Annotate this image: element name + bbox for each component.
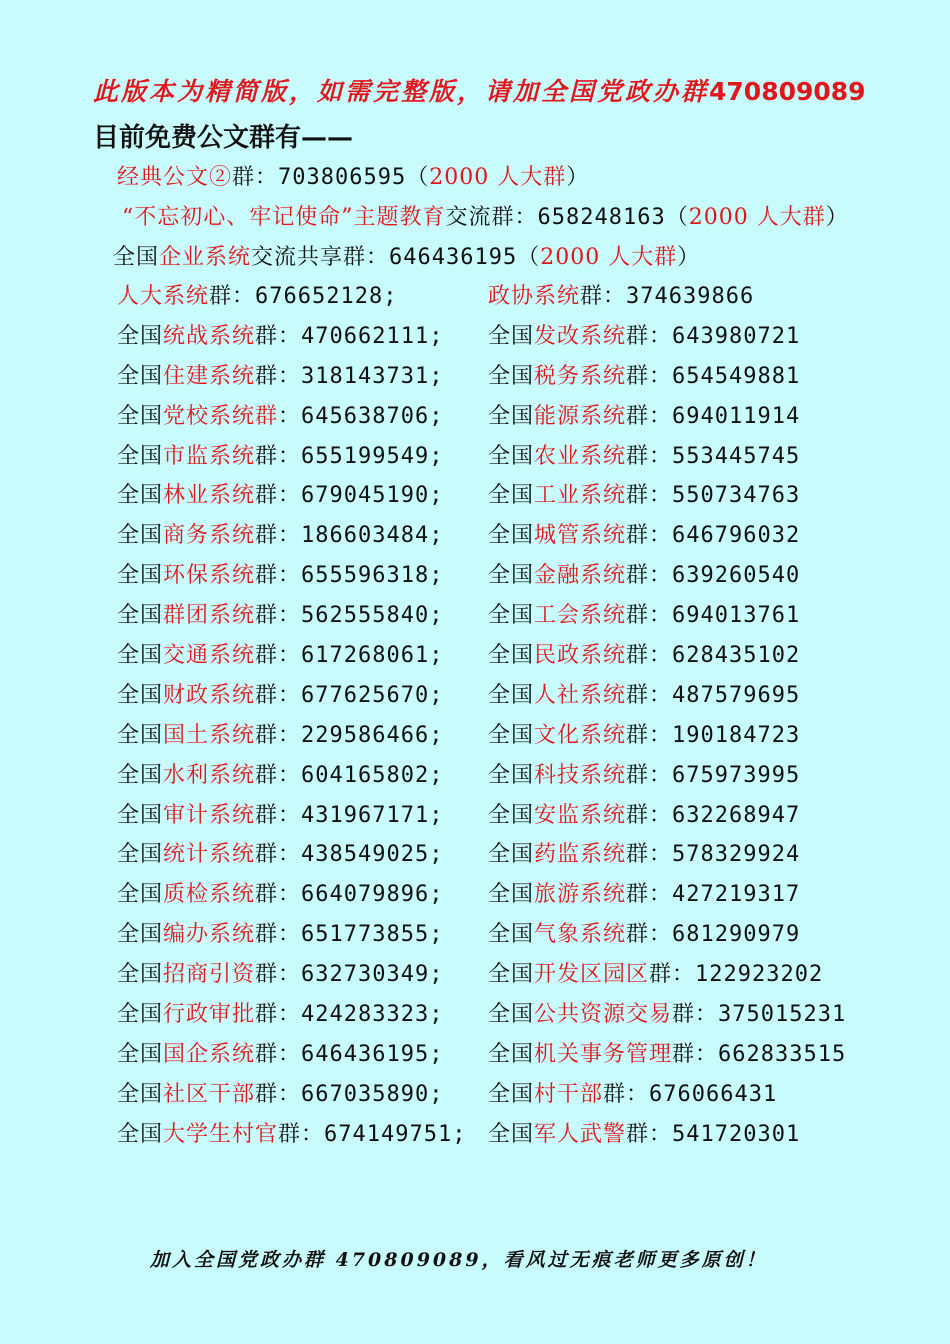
group-entry [117, 758, 444, 789]
group-prefix: 全国 [488, 323, 535, 349]
group-row [117, 518, 877, 558]
group-suffix: ： [278, 403, 302, 429]
group-suffix: 群： [255, 563, 302, 589]
group-name: 金融系统 [534, 563, 627, 589]
group-name: 社区干部 [163, 1081, 256, 1107]
featured-suffix: 交流共享群： [251, 245, 390, 270]
group-code: 122923202 [695, 962, 824, 988]
group-code: 655199549; [301, 443, 444, 469]
group-name: 科技系统 [534, 762, 627, 788]
group-name: 水利系统 [163, 762, 256, 788]
group-suffix: 群： [626, 682, 673, 708]
group-prefix: 全国 [117, 403, 164, 429]
featured-code: 646436195 [389, 245, 518, 270]
group-entry [488, 837, 800, 868]
group-entry [117, 558, 444, 589]
group-prefix: 全国 [117, 922, 164, 948]
group-code: 427219317 [672, 882, 801, 908]
group-code: 667035890; [301, 1081, 444, 1107]
group-code: 676066431 [649, 1081, 778, 1107]
group-row [117, 1117, 877, 1157]
group-code: 186603484; [301, 523, 444, 549]
group-suffix: 群： [626, 882, 673, 908]
group-name: 军人武警 [534, 1121, 627, 1147]
group-name: 税务系统 [534, 363, 627, 389]
group-prefix: 全国 [117, 1081, 164, 1107]
group-code: 431967171; [301, 802, 444, 828]
group-code: 617268061; [301, 643, 444, 669]
group-code: 639260540 [672, 563, 801, 589]
group-entry [488, 798, 800, 829]
featured-name: 经典公文② [117, 165, 233, 190]
featured-line-2 [122, 200, 849, 231]
group-name: 村干部 [534, 1081, 604, 1107]
group-name: 安监系统 [534, 802, 627, 828]
group-code: 438549025; [301, 842, 444, 868]
group-prefix: 全国 [117, 682, 164, 708]
group-name: 审计系统 [163, 802, 256, 828]
group-prefix: 全国 [117, 363, 164, 389]
group-prefix: 全国 [488, 643, 535, 669]
group-row [117, 1037, 877, 1077]
group-suffix: 群： [580, 284, 627, 309]
paren-close: ） [677, 245, 701, 270]
group-suffix: 群： [626, 762, 673, 788]
group-name: 环保系统 [163, 563, 256, 589]
group-row [117, 718, 877, 758]
group-name: 商务系统 [163, 523, 256, 549]
group-name: 气象系统 [534, 922, 627, 948]
group-code: 632730349; [301, 962, 444, 988]
group-entry [117, 877, 444, 908]
group-entry [488, 598, 800, 629]
group-suffix: 群： [672, 1041, 719, 1067]
group-prefix: 全国 [488, 363, 535, 389]
headline-number: 470809089 [709, 77, 866, 106]
group-prefix: 全国 [488, 762, 535, 788]
group-prefix: 全国 [117, 1121, 164, 1147]
group-suffix: 群： [255, 922, 302, 948]
group-suffix: 群： [626, 403, 673, 429]
group-suffix: 群： [278, 1121, 325, 1147]
group-prefix: 全国 [488, 962, 535, 988]
group-name: 行政审批 [163, 1002, 256, 1028]
group-prefix: 全国 [117, 643, 164, 669]
group-suffix: 群： [626, 1121, 673, 1147]
group-entry [117, 718, 444, 749]
group-suffix: 群： [626, 483, 673, 509]
group-code: 604165802; [301, 762, 444, 788]
group-code: 645638706; [301, 403, 444, 429]
group-name: 公共资源交易 [534, 1002, 673, 1028]
group-entry [117, 957, 444, 988]
group-code: 694011914 [672, 403, 801, 429]
group-code: 541720301 [672, 1121, 801, 1147]
footer-note: 加入全国党政办群 470809089，看风过无痕老师更多原创！ [150, 1249, 768, 1271]
group-name: 编办系统 [163, 922, 256, 948]
group-row [117, 837, 877, 877]
group-suffix: 群： [255, 722, 302, 748]
group-entry [117, 1077, 444, 1108]
group-suffix: 群： [255, 842, 302, 868]
group-entry [488, 1037, 846, 1068]
featured-code: 658248163 [537, 205, 666, 230]
group-prefix: 全国 [488, 563, 535, 589]
group-prefix: 全国 [488, 922, 535, 948]
group-suffix: 群： [626, 523, 673, 549]
group-prefix: 全国 [117, 563, 164, 589]
group-code: 675973995 [672, 762, 801, 788]
group-suffix: 群： [626, 563, 673, 589]
featured-name: 企业系统 [159, 245, 252, 270]
group-entry [117, 319, 444, 350]
group-prefix: 全国 [117, 1041, 164, 1067]
group-row [117, 678, 877, 718]
group-code: 681290979 [672, 922, 801, 948]
group-code: 646796032 [672, 523, 801, 549]
group-name: 质检系统 [163, 882, 256, 908]
group-prefix: 全国 [488, 842, 535, 868]
group-suffix: 群： [255, 323, 302, 349]
group-code: 655596318; [301, 563, 444, 589]
group-prefix: 全国 [488, 1041, 535, 1067]
group-code: 470662111; [301, 323, 444, 349]
group-code: 374639866 [626, 284, 755, 309]
headline-text: 此版本为精简版，如需完整版，请加全国党政办群 [93, 77, 710, 106]
group-entry [117, 837, 444, 868]
group-name: 药监系统 [534, 842, 627, 868]
group-prefix: 全国 [488, 882, 535, 908]
group-prefix: 全国 [488, 682, 535, 708]
group-code: 424283323; [301, 1002, 444, 1028]
group-row [117, 957, 877, 997]
group-prefix: 全国 [117, 842, 164, 868]
featured-note: 2000 人大群 [429, 165, 567, 190]
group-row [117, 598, 877, 638]
group-suffix: 群： [255, 1041, 302, 1067]
group-code: 550734763 [672, 483, 801, 509]
featured-line-1 [117, 160, 589, 191]
group-entry [488, 439, 800, 470]
group-entry [488, 1077, 777, 1108]
group-suffix: 群： [626, 643, 673, 669]
group-entry [117, 1117, 467, 1148]
group-name: 能源系统 [534, 403, 627, 429]
group-entry [488, 877, 800, 908]
group-name: 财政系统 [163, 682, 256, 708]
group-list [117, 279, 877, 1157]
group-code: 643980721 [672, 323, 801, 349]
group-name: 统战系统 [163, 323, 256, 349]
group-code: 664079896; [301, 882, 444, 908]
group-entry [488, 518, 800, 549]
group-entry [488, 678, 800, 709]
group-row [117, 319, 877, 359]
group-code: 677625670; [301, 682, 444, 708]
group-entry [117, 399, 444, 430]
group-name: 机关事务管理 [534, 1041, 673, 1067]
group-entry [117, 678, 444, 709]
paren-close: ） [825, 205, 849, 230]
group-code: 651773855; [301, 922, 444, 948]
group-row [117, 359, 877, 399]
group-suffix: 群： [626, 802, 673, 828]
group-prefix: 全国 [488, 1002, 535, 1028]
group-row [117, 798, 877, 838]
group-row [117, 758, 877, 798]
group-suffix: 群： [626, 722, 673, 748]
group-prefix: 全国 [117, 323, 164, 349]
group-name: 政协系统 [488, 284, 581, 309]
group-code: 190184723 [672, 722, 801, 748]
group-suffix: 群： [255, 682, 302, 708]
group-entry [488, 359, 800, 390]
group-entry [117, 798, 444, 829]
group-entry [488, 279, 754, 310]
group-row [117, 279, 877, 319]
group-name: 交通系统 [163, 643, 256, 669]
group-prefix: 全国 [488, 1121, 535, 1147]
featured-prefix: 全国 [113, 245, 160, 270]
group-entry [117, 518, 444, 549]
group-code: 674149751; [324, 1121, 467, 1147]
group-suffix: 群： [255, 882, 302, 908]
group-suffix: 群： [626, 922, 673, 948]
group-entry [117, 279, 397, 310]
group-prefix: 全国 [117, 523, 164, 549]
group-entry [117, 1037, 444, 1068]
group-prefix: 全国 [117, 802, 164, 828]
group-code: 628435102 [672, 643, 801, 669]
group-name: 城管系统 [534, 523, 627, 549]
group-entry [117, 439, 444, 470]
group-prefix: 全国 [117, 882, 164, 908]
headline [93, 72, 866, 108]
group-entry [488, 997, 846, 1028]
group-prefix: 全国 [488, 802, 535, 828]
group-prefix: 全国 [117, 962, 164, 988]
group-name: 群团系统 [163, 603, 256, 629]
group-code: 487579695 [672, 682, 801, 708]
group-row [117, 478, 877, 518]
group-code: 562555840; [301, 603, 444, 629]
group-entry [488, 399, 800, 430]
group-row [117, 877, 877, 917]
group-prefix: 全国 [117, 443, 164, 469]
paren-open: （ [665, 205, 689, 230]
group-entry [488, 478, 800, 509]
group-prefix: 全国 [488, 523, 535, 549]
group-suffix: 群： [649, 962, 696, 988]
group-suffix: 群： [255, 603, 302, 629]
group-name: 旅游系统 [534, 882, 627, 908]
group-prefix: 全国 [117, 483, 164, 509]
group-suffix: 群： [626, 443, 673, 469]
group-entry [488, 718, 800, 749]
group-prefix: 全国 [488, 1081, 535, 1107]
group-suffix: 群： [626, 842, 673, 868]
group-name: 文化系统 [534, 722, 627, 748]
group-prefix: 全国 [488, 603, 535, 629]
group-row [117, 638, 877, 678]
group-code: 632268947 [672, 802, 801, 828]
group-code: 679045190; [301, 483, 444, 509]
featured-suffix: 交流群： [445, 205, 538, 230]
group-entry [117, 478, 444, 509]
group-entry [117, 598, 444, 629]
group-name: 农业系统 [534, 443, 627, 469]
group-name: 国土系统 [163, 722, 256, 748]
group-code: 676652128; [255, 284, 398, 309]
group-name: 市监系统 [163, 443, 256, 469]
group-name: 林业系统 [163, 483, 256, 509]
group-suffix: 群： [626, 363, 673, 389]
group-name: 招商引资 [163, 962, 256, 988]
group-entry [488, 917, 800, 948]
group-entry [117, 638, 444, 669]
group-entry [117, 359, 444, 390]
group-suffix: 群： [255, 762, 302, 788]
group-suffix: 群： [255, 643, 302, 669]
group-suffix: 群： [626, 603, 673, 629]
featured-note: 2000 人大群 [540, 245, 678, 270]
group-prefix: 全国 [117, 603, 164, 629]
group-name: 人社系统 [534, 682, 627, 708]
group-suffix: 群： [255, 363, 302, 389]
group-row [117, 399, 877, 439]
group-entry [117, 997, 444, 1028]
group-prefix: 全国 [117, 722, 164, 748]
group-name: 党校系统群 [163, 403, 279, 429]
group-code: 375015231 [718, 1002, 847, 1028]
featured-suffix: 群： [232, 165, 279, 190]
group-code: 318143731; [301, 363, 444, 389]
paren-open: （ [517, 245, 541, 270]
group-suffix: 群： [255, 523, 302, 549]
group-name: 人大系统 [117, 284, 210, 309]
group-row [117, 917, 877, 957]
group-suffix: 群： [255, 1002, 302, 1028]
group-suffix: 群： [255, 1081, 302, 1107]
group-entry [488, 957, 823, 988]
group-prefix: 全国 [117, 762, 164, 788]
group-code: 229586466; [301, 722, 444, 748]
group-suffix: 群： [672, 1002, 719, 1028]
group-entry [117, 917, 444, 948]
group-prefix: 全国 [488, 722, 535, 748]
group-prefix: 全国 [117, 1002, 164, 1028]
group-suffix: 群： [255, 483, 302, 509]
group-code: 654549881 [672, 363, 801, 389]
group-code: 646436195; [301, 1041, 444, 1067]
group-name: 住建系统 [163, 363, 256, 389]
group-row [117, 439, 877, 479]
group-name: 大学生村官 [163, 1121, 279, 1147]
group-prefix: 全国 [488, 443, 535, 469]
featured-line-3 [113, 240, 700, 271]
group-name: 开发区园区 [534, 962, 650, 988]
group-entry [488, 638, 800, 669]
group-code: 662833515 [718, 1041, 847, 1067]
group-suffix: 群： [255, 962, 302, 988]
group-code: 553445745 [672, 443, 801, 469]
group-entry [488, 758, 800, 789]
group-name: 民政系统 [534, 643, 627, 669]
featured-code: 703806595 [278, 165, 407, 190]
group-name: 工会系统 [534, 603, 627, 629]
group-prefix: 全国 [488, 403, 535, 429]
group-name: 统计系统 [163, 842, 256, 868]
group-row [117, 558, 877, 598]
paren-close: ） [566, 165, 590, 190]
group-code: 694013761 [672, 603, 801, 629]
group-suffix: 群： [255, 802, 302, 828]
group-code: 578329924 [672, 842, 801, 868]
featured-note: 2000 人大群 [688, 205, 826, 230]
group-name: 发改系统 [534, 323, 627, 349]
paren-open: （ [406, 165, 430, 190]
group-row [117, 997, 877, 1037]
group-entry [488, 558, 800, 589]
group-suffix: 群： [255, 443, 302, 469]
group-suffix: 群： [209, 284, 256, 309]
featured-name: “不忘初心、牢记使命”主题教育 [122, 205, 446, 230]
group-suffix: 群： [603, 1081, 650, 1107]
group-row [117, 1077, 877, 1117]
group-suffix: 群： [626, 323, 673, 349]
group-entry [488, 1117, 800, 1148]
subhead: 目前免费公文群有—— [93, 123, 354, 153]
group-entry [488, 319, 800, 350]
group-name: 国企系统 [163, 1041, 256, 1067]
group-prefix: 全国 [488, 483, 535, 509]
group-name: 工业系统 [534, 483, 627, 509]
